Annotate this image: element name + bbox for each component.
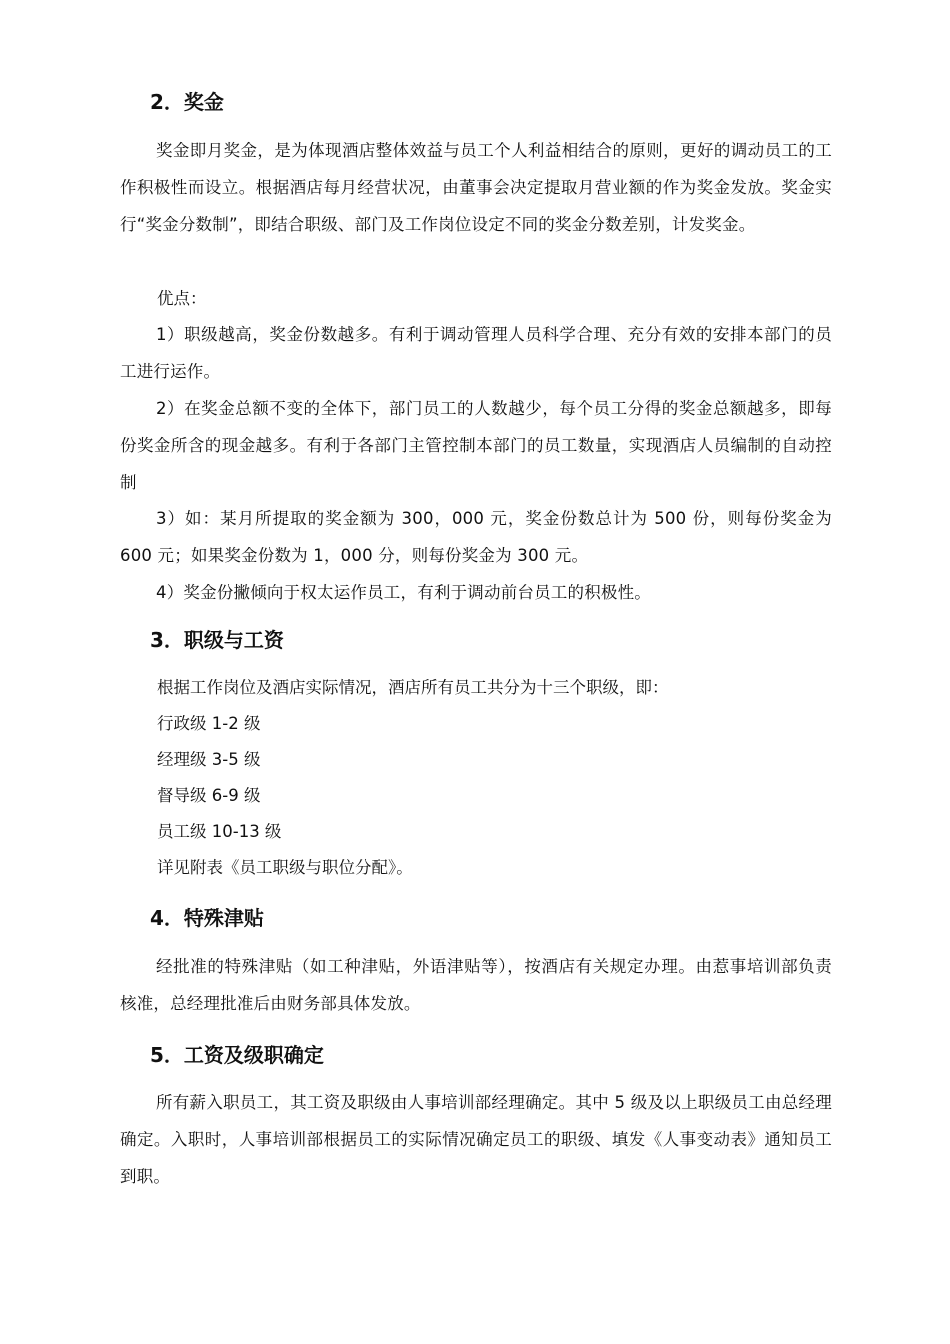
section-heading-confirm: 5．工资及级职确定 [150,1043,324,1067]
section-heading-allowance: 4．特殊津贴 [150,906,264,930]
bonus-item-1: 1）职级越高，奖金份数越多。有利于调动管理人员科学合理、充分有效的安排本部门的员工进行运作。 [120,325,832,381]
advantages-label: 优点： [157,289,207,308]
confirm-paragraph: 所有薪入职员工，其工资及职级由人事培训部经理确定。其中 5 级及以上职级员工由总经理确定。入职时，人事培训部根据员工的实际情况确定员工的职级、填发《人事变动表》通知员工到职。 [120,1093,832,1186]
bonus-item-3: 3）如：某月所提取的奖金额为 300，000 元，奖金份数总计为 500 份，则每份奖金为 600 元；如果奖金份数为 1，000 分，则每份奖金为 300 元。 [120,509,832,565]
grade-intro: 根据工作岗位及酒店实际情况，酒店所有员工共分为十三个职级，即： [157,678,669,697]
grade-level-4: 员工级 10-13 级 [157,822,282,841]
bonus-item-2: 2）在奖金总额不变的全体下，部门员工的人数越少，每个员工分得的奖金总额越多，即每份奖金所含的现金越多。有利于各部门主管控制本部门的员工数量，实现酒店人员编制的自动控制 [120,399,832,492]
grade-note: 详见附表《员工职级与职位分配》。 [157,858,413,877]
bonus-item-4: 4）奖金份撇倾向于权太运作员工，有利于调动前台员工的积极性。 [156,583,651,602]
allowance-paragraph: 经批准的特殊津贴（如工种津贴，外语津贴等），按酒店有关规定办理。由惹事培训部负责核准，总经理批准后由财务部具体发放。 [120,957,832,1013]
bonus-intro-paragraph: 奖金即月奖金，是为体现酒店整体效益与员工个人利益相结合的原则，更好的调动员工的工作积极性而设立。根据酒店每月经营状况，由董事会决定提取月营业额的作为奖金发放。奖金实行“奖金分数制”，即结合职级、部门及工作岗位设定不同的奖金分数差别，计发奖金。 [120,141,832,234]
grade-level-3: 督导级 6-9 级 [157,786,261,805]
section-heading-grade: 3．职级与工资 [150,628,284,652]
section-heading-bonus: 2．奖金 [150,90,224,114]
grade-level-2: 经理级 3-5 级 [157,750,261,769]
grade-level-1: 行政级 1-2 级 [157,714,261,733]
